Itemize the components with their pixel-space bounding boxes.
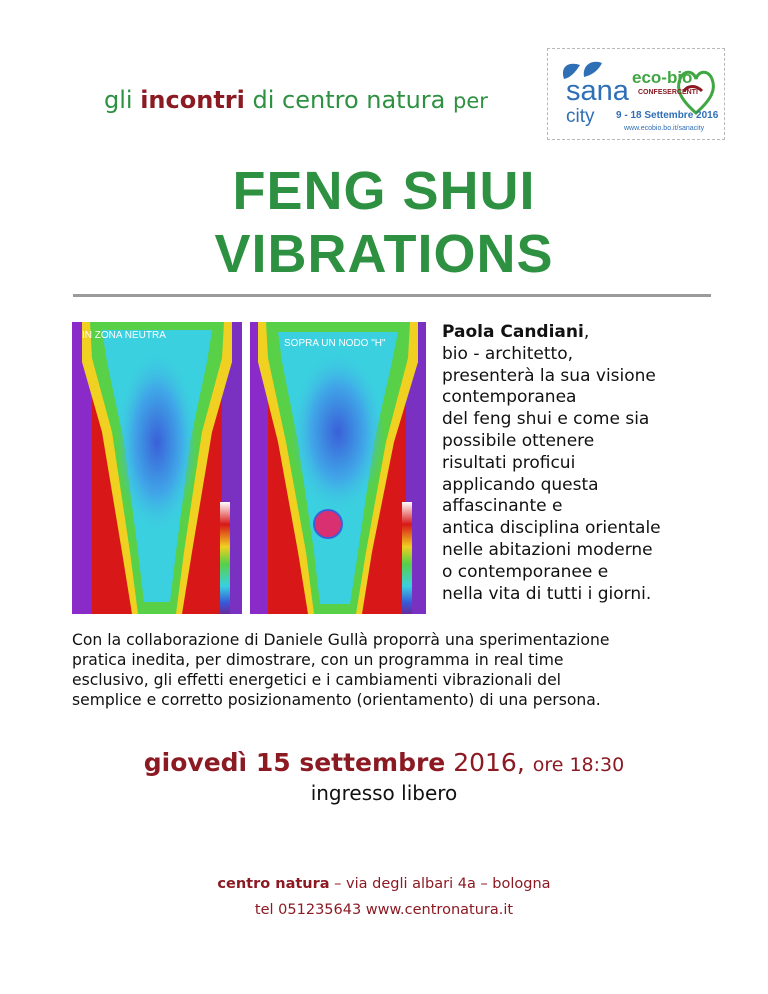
side-line: presenterà la sua visione (442, 365, 656, 386)
event-date (0, 748, 768, 777)
paragraph-line: semplice e corretto posizionamento (orientamento) di una persona. (72, 691, 601, 709)
logo-city: city (566, 106, 595, 127)
paragraph-line: Con la collaborazione di Daniele Gullà proporrà una sperimentazione (72, 631, 610, 649)
side-line: risultati proficui (442, 452, 576, 473)
side-line: nelle abitazioni moderne (442, 539, 653, 560)
side-line: applicando questa (442, 474, 599, 495)
logo-ecobio: eco-bio (632, 68, 693, 87)
speaker-name-suffix: , (583, 322, 590, 342)
footer-contact: tel 051235643 www.centronatura.it (254, 902, 514, 918)
paragraph-line: pratica inedita, per dimostrare, con un programma in real time (72, 651, 564, 669)
sana-city-logo (547, 48, 725, 140)
logo-dates: 9 - 18 Settembre 2016 (616, 110, 719, 121)
footer-name: centro natura (217, 876, 330, 892)
speaker-name: Paola Candiani (442, 322, 584, 342)
footer-address (0, 876, 768, 892)
intro-text-2: di centro natura (244, 86, 453, 114)
divider (73, 294, 711, 297)
event-entry: ingresso libero (310, 781, 458, 805)
intro-line (104, 86, 488, 114)
thermal-panel-right (250, 322, 426, 614)
thermal-image (72, 322, 426, 614)
collaboration-paragraph (72, 630, 712, 710)
paragraph-line: esclusivo, gli effetti energetici e i cambiamenti vibrazionali del (72, 671, 562, 689)
side-line: nella vita di tutti i giorni. (442, 583, 652, 604)
side-line: affascinante e (442, 496, 563, 517)
side-line: bio - architetto, (442, 343, 573, 364)
title-line-1: FENG SHUI (232, 161, 536, 221)
title-line-2: VIBRATIONS (214, 224, 554, 284)
footer-street: – via degli albari 4a – bologna (329, 876, 551, 892)
side-line: contemporanea (442, 387, 577, 408)
speaker-description (442, 322, 742, 605)
thermal-label-left: IN ZONA NEUTRA (82, 330, 166, 341)
intro-strong: incontri (140, 86, 245, 114)
thermal-panel-left (72, 322, 242, 614)
logo-url: www.ecobio.bo.it/sanacity (624, 125, 705, 132)
logo-confesercenti: CONFESERCENTI (638, 89, 698, 96)
event-year: 2016, (445, 748, 533, 777)
speaker-line (442, 322, 742, 344)
side-line: possibile ottenere (442, 430, 595, 451)
event-day: giovedì 15 settembre (143, 748, 446, 777)
side-line: o contemporanee e (442, 561, 609, 582)
side-line: antica disciplina orientale (442, 518, 661, 539)
thermal-label-right: SOPRA UN NODO "H" (284, 338, 386, 349)
logo-sana: sana (566, 75, 629, 107)
intro-text: gli (104, 86, 141, 114)
event-time: ore 18:30 (532, 754, 625, 776)
side-line: del feng shui e come sia (442, 409, 650, 430)
intro-small: per (453, 89, 488, 113)
